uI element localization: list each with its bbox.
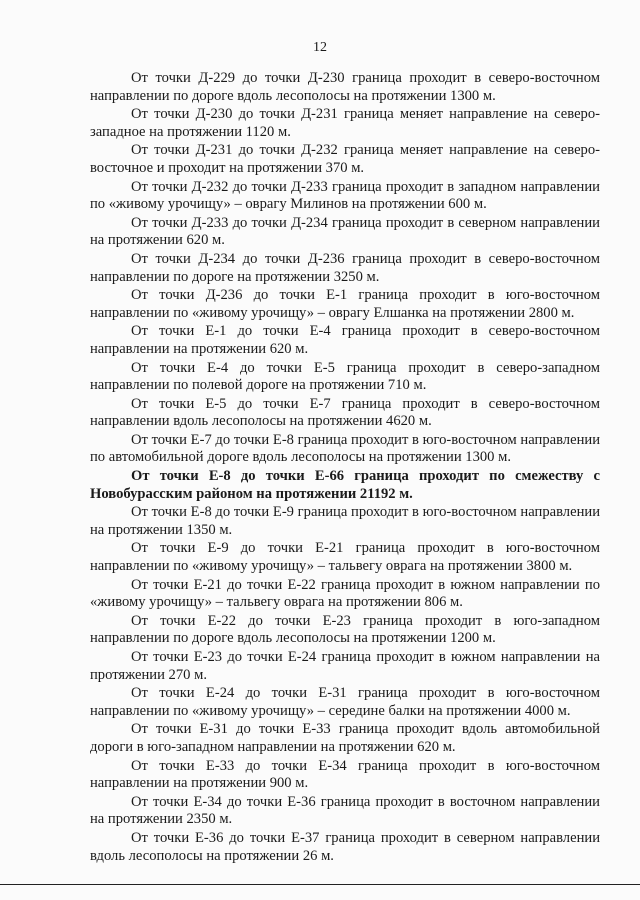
document-body <box>90 70 600 866</box>
footer-divider <box>0 884 640 885</box>
boundary-paragraph: От точки Д-234 до точки Д-236 граница проходит в северо-восточном направлении по дороге на протяжении 3250 м. <box>90 250 600 285</box>
boundary-paragraph: От точки Д-230 до точки Д-231 граница меняет направление на северо-западное на протяжении 1120 м. <box>90 106 600 140</box>
boundary-paragraph: От точки Е-33 до точки Е-34 граница проходит в юго-восточном направлении на протяжении 900 м. <box>90 757 600 792</box>
boundary-paragraph: От точки Д-233 до точки Д-234 граница проходит в северном направлении на протяжении 620 м. <box>90 214 600 249</box>
boundary-paragraph: От точки Е-24 до точки Е-31 граница проходит в юго-восточном направлении по «живому урочищу» – середине балки на протяжении 4000 м. <box>90 685 600 719</box>
boundary-paragraph: От точки Е-34 до точки Е-36 граница проходит в восточном направлении на протяжении 2350 м. <box>90 793 600 828</box>
boundary-paragraph: От точки Е-9 до точки Е-21 граница проходит в юго-восточном направлении по «живому урочищу» – тальвегу оврага на протяжении 3800 м. <box>90 540 600 575</box>
boundary-paragraph: От точки Е-22 до точки Е-23 граница проходит в юго-западном направлении по дороге вдоль лесополосы на протяжении 1200 м. <box>90 612 600 647</box>
section-heading-paragraph: От точки Е-8 до точки Е-66 граница проходит по смежеству с Новобурасским районом на протяжении 21192 м. <box>90 468 600 502</box>
boundary-paragraph: От точки Е-36 до точки Е-37 граница проходит в северном направлении вдоль лесополосы на протяжении 26 м. <box>90 829 600 864</box>
boundary-paragraph: От точки Д-236 до точки Е-1 граница проходит в юго-восточном направлении по «живому урочищу» – оврагу Елшанка на протяжении 2800 м. <box>90 287 600 321</box>
boundary-paragraph: От точки Д-229 до точки Д-230 граница проходит в северо-восточном направлении по дороге вдоль лесополосы на протяжении 1300 м. <box>90 70 600 104</box>
boundary-paragraph: От точки Д-231 до точки Д-232 граница меняет направление на северо-восточное и проходит на протяжении 370 м. <box>90 142 600 176</box>
boundary-paragraph: От точки Е-21 до точки Е-22 граница проходит в южном направлении по «живому урочищу» – тальвегу оврага на протяжении 806 м. <box>90 576 600 611</box>
boundary-paragraph: От точки Е-31 до точки Е-33 граница проходит вдоль автомобильной дороги в юго-западном направлении на протяжении 620 м. <box>90 721 600 755</box>
boundary-paragraph: От точки Д-232 до точки Д-233 граница проходит в западном направлении по «живому урочищу» – оврагу Милинов на протяжении 600 м. <box>90 178 600 213</box>
boundary-paragraph: От точки Е-4 до точки Е-5 граница проходит в северо-западном направлении по полевой дороге на протяжении 710 м. <box>90 359 600 394</box>
boundary-paragraph: От точки Е-5 до точки Е-7 граница проходит в северо-восточном направлении вдоль лесополосы на протяжении 4620 м. <box>90 395 600 430</box>
boundary-paragraph: От точки Е-23 до точки Е-24 граница проходит в южном направлении на протяжении 270 м. <box>90 649 600 683</box>
boundary-paragraph: От точки Е-8 до точки Е-9 граница проходит в юго-восточном направлении на протяжении 1350 м. <box>90 504 600 538</box>
page-number: 12 <box>313 40 327 55</box>
boundary-paragraph: От точки Е-7 до точки Е-8 граница проходит в юго-восточном направлении по автомобильной дороге вдоль лесополосы на протяжении 1300 м. <box>90 431 600 466</box>
boundary-paragraph: От точки Е-1 до точки Е-4 граница проходит в северо-восточном направлении на протяжении 620 м. <box>90 323 600 357</box>
